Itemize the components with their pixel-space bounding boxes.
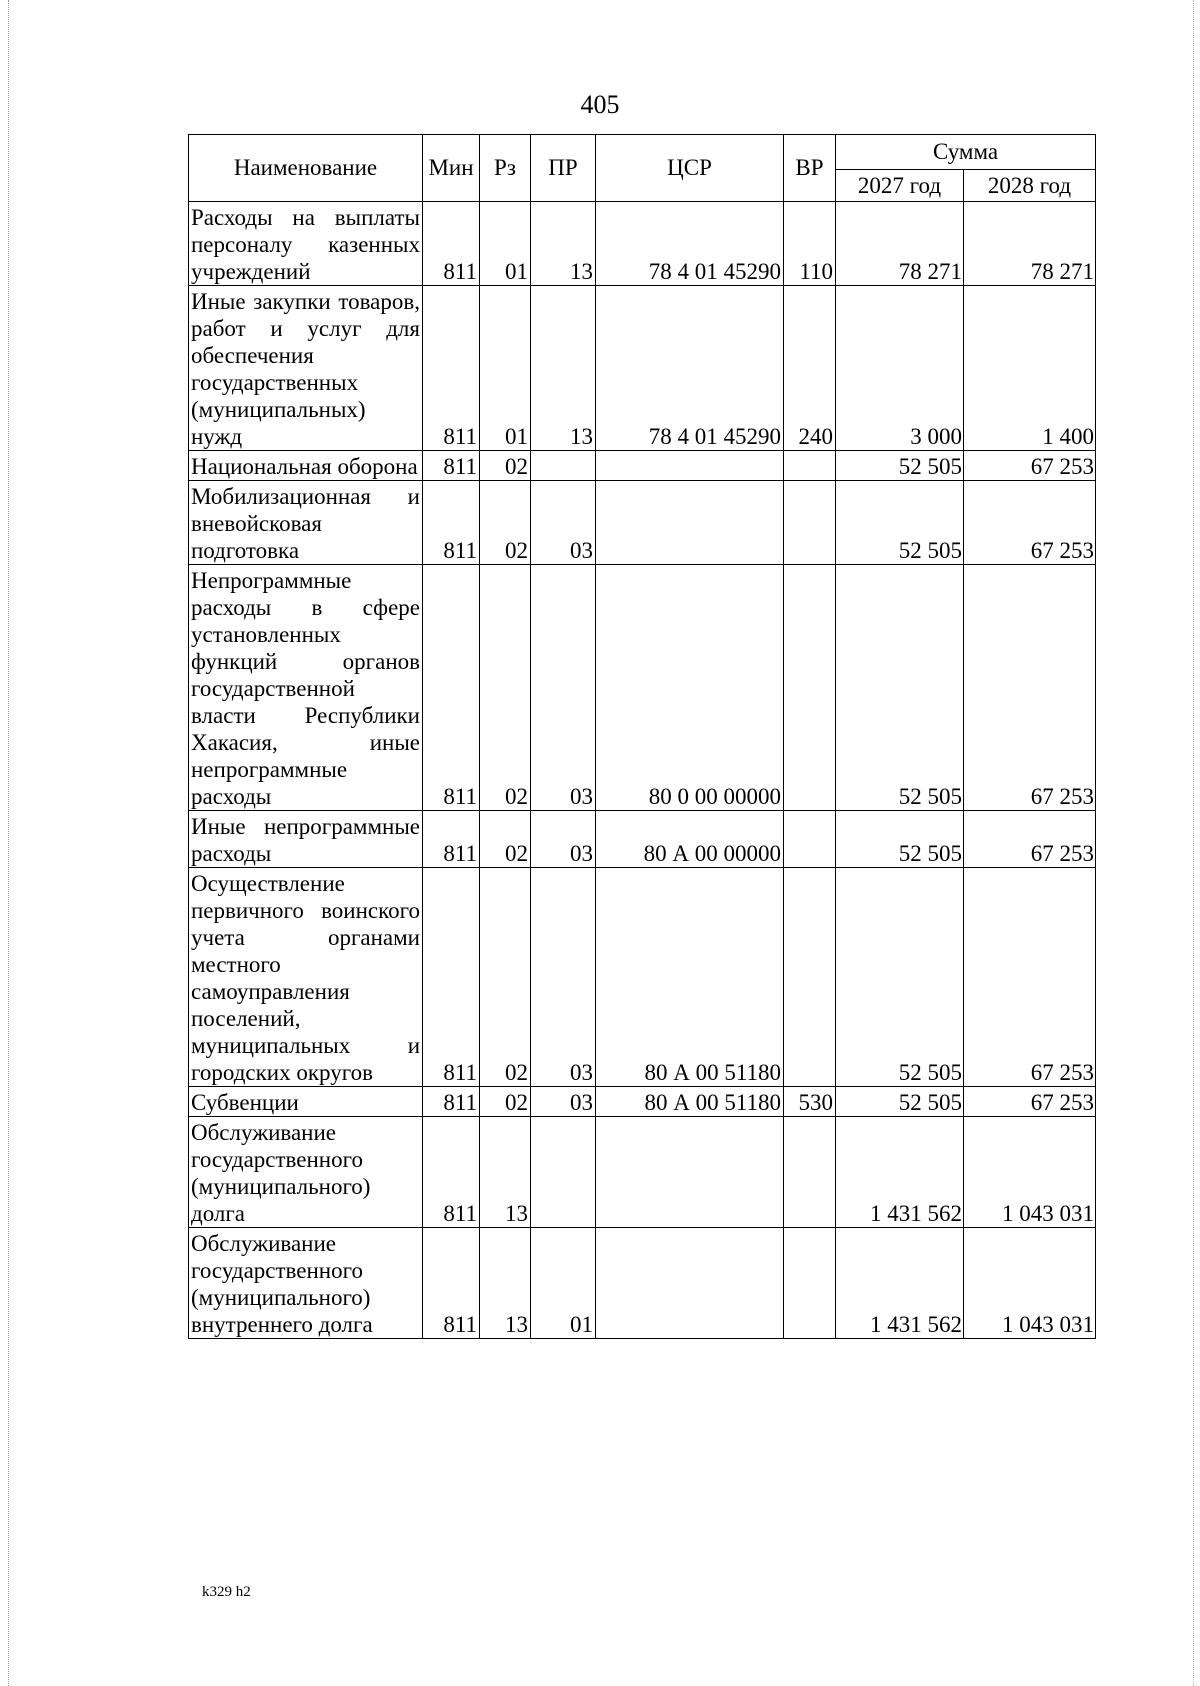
- budget-table: [188, 134, 1096, 1339]
- footer-code: k329 h2: [202, 1584, 251, 1600]
- cell-vr: [784, 868, 836, 1087]
- cell-name: Мобилизационная и вневойсковая подготовка: [189, 481, 423, 565]
- cell-2028: 1 400: [964, 286, 1096, 451]
- cell-vr: 110: [784, 202, 836, 286]
- cell-name: Иные закупки товаров, работ и услуг для обеспечения государственных (муниципальных) нужд: [189, 286, 423, 451]
- cell-rz: 02: [480, 811, 531, 868]
- cell-min: 811: [423, 1228, 480, 1339]
- table-row: [189, 451, 1096, 481]
- header-min: Мин: [423, 135, 480, 202]
- cell-2028: 67 253: [964, 811, 1096, 868]
- table-body: [189, 202, 1096, 1339]
- cell-min: 811: [423, 451, 480, 481]
- cell-csr: 80 А 00 51180: [596, 868, 784, 1087]
- cell-csr: 80 А 00 51180: [596, 1087, 784, 1117]
- header-vr: ВР: [784, 135, 836, 202]
- cell-min: 811: [423, 1087, 480, 1117]
- page-number: 405: [580, 90, 620, 119]
- cell-csr: 78 4 01 45290: [596, 286, 784, 451]
- cell-pr: 13: [531, 286, 596, 451]
- cell-pr: 13: [531, 202, 596, 286]
- cell-rz: 02: [480, 1087, 531, 1117]
- cell-name: Субвенции: [189, 1087, 423, 1117]
- table-row: [189, 1117, 1096, 1228]
- cell-csr: [596, 1228, 784, 1339]
- cell-2027: 52 505: [836, 1087, 964, 1117]
- cell-vr: [784, 565, 836, 811]
- cell-name: Непрограммные расходы в сфере установленных функций органов государственной власти Республики Хакасия, иные непрограммные расходы: [189, 565, 423, 811]
- cell-2028: 67 253: [964, 565, 1096, 811]
- cell-vr: [784, 481, 836, 565]
- cell-2027: 52 505: [836, 811, 964, 868]
- header-year-2027: 2027 год: [836, 170, 964, 202]
- scan-edge-left: [8, 0, 9, 1686]
- cell-rz: 13: [480, 1117, 531, 1228]
- cell-vr: [784, 1228, 836, 1339]
- table-row: [189, 1087, 1096, 1117]
- cell-name: Национальная оборона: [189, 451, 423, 481]
- cell-rz: 01: [480, 286, 531, 451]
- cell-vr: 530: [784, 1087, 836, 1117]
- cell-pr: [531, 1117, 596, 1228]
- cell-min: 811: [423, 565, 480, 811]
- cell-vr: [784, 811, 836, 868]
- cell-csr: [596, 1117, 784, 1228]
- cell-2027: 1 431 562: [836, 1117, 964, 1228]
- cell-2027: 1 431 562: [836, 1228, 964, 1339]
- cell-rz: 02: [480, 481, 531, 565]
- cell-vr: [784, 1117, 836, 1228]
- header-name: Наименование: [189, 135, 423, 202]
- cell-min: 811: [423, 286, 480, 451]
- cell-name: Расходы на выплаты персоналу казенных учреждений: [189, 202, 423, 286]
- cell-name: Иные непрограммные расходы: [189, 811, 423, 868]
- cell-rz: 02: [480, 868, 531, 1087]
- cell-csr: 80 0 00 00000: [596, 565, 784, 811]
- header-csr: ЦСР: [596, 135, 784, 202]
- cell-csr: [596, 451, 784, 481]
- cell-pr: 03: [531, 565, 596, 811]
- header-sum: Сумма: [836, 135, 1096, 170]
- cell-min: 811: [423, 481, 480, 565]
- table-row: [189, 565, 1096, 811]
- cell-vr: 240: [784, 286, 836, 451]
- cell-vr: [784, 451, 836, 481]
- cell-2028: 1 043 031: [964, 1228, 1096, 1339]
- cell-2027: 52 505: [836, 565, 964, 811]
- table-row: [189, 868, 1096, 1087]
- table-row: [189, 286, 1096, 451]
- table-row: [189, 481, 1096, 565]
- header-rz: Рз: [480, 135, 531, 202]
- cell-rz: 02: [480, 451, 531, 481]
- cell-2028: 67 253: [964, 1087, 1096, 1117]
- cell-min: 811: [423, 1117, 480, 1228]
- cell-min: 811: [423, 811, 480, 868]
- cell-2027: 52 505: [836, 451, 964, 481]
- table-row: [189, 202, 1096, 286]
- table-row: [189, 1228, 1096, 1339]
- table-row: [189, 811, 1096, 868]
- cell-2027: 52 505: [836, 868, 964, 1087]
- cell-2028: 67 253: [964, 868, 1096, 1087]
- cell-pr: 03: [531, 868, 596, 1087]
- cell-rz: 02: [480, 565, 531, 811]
- cell-pr: 03: [531, 481, 596, 565]
- cell-2027: 78 271: [836, 202, 964, 286]
- cell-name: Обслуживание государственного (муниципального) долга: [189, 1117, 423, 1228]
- cell-2028: 78 271: [964, 202, 1096, 286]
- cell-csr: [596, 481, 784, 565]
- cell-2027: 52 505: [836, 481, 964, 565]
- cell-name: Осуществление первичного воинского учета органами местного самоуправления поселений, муниципальных и городских округов: [189, 868, 423, 1087]
- cell-min: 811: [423, 202, 480, 286]
- cell-2028: 67 253: [964, 481, 1096, 565]
- table-header: [189, 135, 1096, 202]
- cell-min: 811: [423, 868, 480, 1087]
- cell-2027: 3 000: [836, 286, 964, 451]
- cell-rz: 13: [480, 1228, 531, 1339]
- cell-pr: 03: [531, 1087, 596, 1117]
- cell-pr: 01: [531, 1228, 596, 1339]
- cell-rz: 01: [480, 202, 531, 286]
- cell-pr: 03: [531, 811, 596, 868]
- cell-name: Обслуживание государственного (муниципального) внутреннего долга: [189, 1228, 423, 1339]
- cell-csr: 78 4 01 45290: [596, 202, 784, 286]
- cell-2028: 1 043 031: [964, 1117, 1096, 1228]
- header-pr: ПР: [531, 135, 596, 202]
- cell-2028: 67 253: [964, 451, 1096, 481]
- scan-edge-right: [1193, 0, 1194, 1686]
- header-year-2028: 2028 год: [964, 170, 1096, 202]
- cell-pr: [531, 451, 596, 481]
- cell-csr: 80 А 00 00000: [596, 811, 784, 868]
